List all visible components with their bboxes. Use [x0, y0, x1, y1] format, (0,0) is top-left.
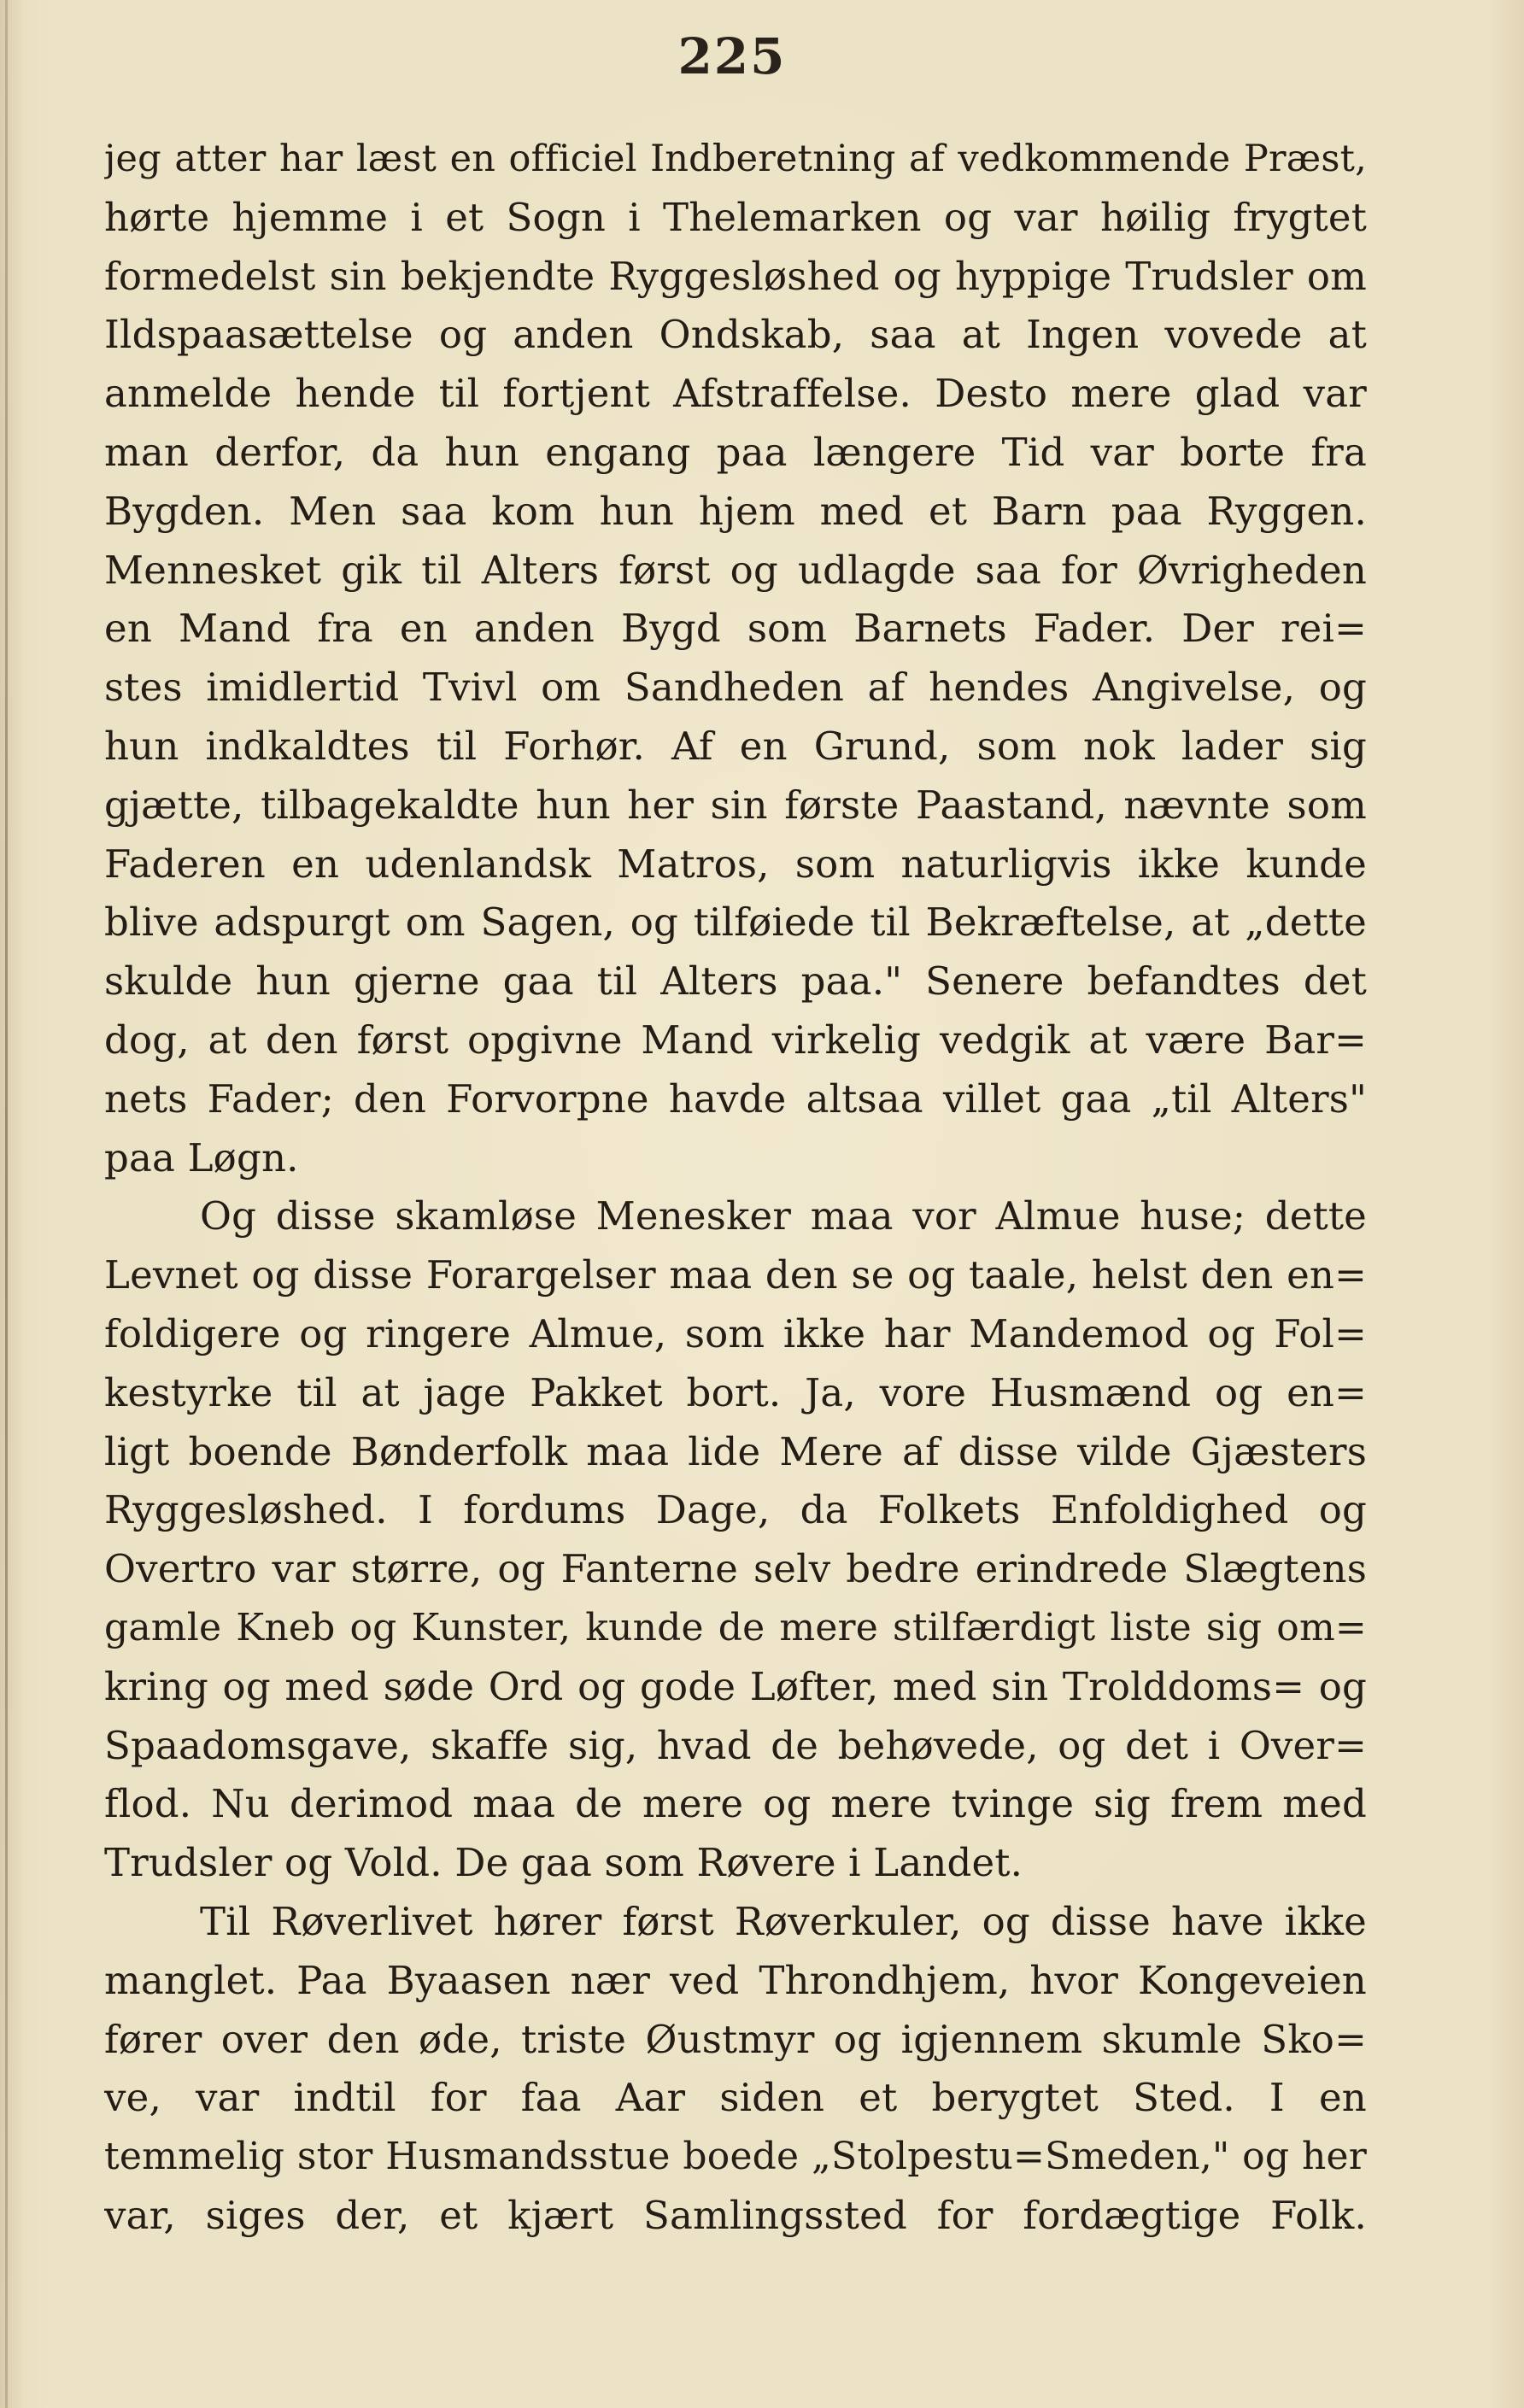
text-line: Bygden. Men saa kom hun hjem med et Barn paa Ryggen. — [104, 488, 1367, 534]
text-line: skulde hun gjerne gaa til Alters paa." Senere befandtes det — [104, 958, 1367, 1005]
text-line: Mennesket gik til Alters først og udlagde saa for Øvrigheden — [104, 547, 1367, 593]
text-line: anmelde hende til fortjent Afstraffelse. Desto mere glad var — [104, 371, 1367, 417]
text-line: fører over den øde, triste Øustmyr og igjennem skumle Sko= — [104, 2016, 1367, 2062]
text-line: Til Røverlivet hører først Røverkuler, og disse have ikke — [200, 1898, 1367, 1944]
text-line: kring og med søde Ord og gode Løfter, med sin Trolddoms= og — [104, 1663, 1367, 1709]
text-line: nets Fader; den Forvorpne havde altsaa villet gaa „til Alters" — [104, 1075, 1367, 1122]
text-line: formedelst sin bekjendte Ryggesløshed og hyppige Trudsler om — [104, 253, 1367, 299]
text-line: dog, at den først opgivne Mand virkelig vedgik at være Bar= — [104, 1017, 1367, 1063]
text-line: ve, var indtil for faa Aar siden et berygtet Sted. I en — [104, 2075, 1367, 2121]
text-line: gamle Kneb og Kunster, kunde de mere stilfærdigt liste sig om= — [104, 1605, 1367, 1649]
text-line: var, siges der, et kjært Samlingssted for fordægtige Folk. — [104, 2192, 1367, 2238]
text-line: jeg atter har læst en officiel Indberetning af vedkommende Præst, — [104, 138, 1367, 180]
text-line: Overtro var større, og Fanterne selv bedre erindrede Slægtens — [104, 1546, 1367, 1592]
text-line: temmelig stor Husmandsstue boede „Stolpestu=Smeden," og her — [104, 2135, 1367, 2179]
text-line: Levnet og disse Forargelser maa den se og taale, helst den en= — [104, 1252, 1367, 1298]
text-line: Ildspaasættelse og anden Ondskab, saa at Ingen vovede at — [104, 312, 1367, 358]
binding-edge — [5, 0, 8, 2408]
text-line: blive adspurgt om Sagen, og tilføiede til Bekræftelse, at „dette — [104, 899, 1367, 946]
text-line: gjætte, tilbagekaldte hun her sin første Paastand, nævnte som — [104, 782, 1367, 828]
text-line: ligt boende Bønderfolk maa lide Mere af disse vilde Gjæsters — [104, 1428, 1367, 1474]
text-line: flod. Nu derimod maa de mere og mere tvinge sig frem med — [104, 1781, 1367, 1827]
text-line: hun indkaldtes til Forhør. Af en Grund, som nok lader sig — [104, 723, 1367, 769]
text-line: Spaadomsgave, skaffe sig, hvad de behøvede, og det i Over= — [104, 1722, 1367, 1768]
text-line: kestyrke til at jage Pakket bort. Ja, vore Husmænd og en= — [104, 1369, 1367, 1415]
text-line: man derfor, da hun engang paa længere Tid var borte fra — [104, 429, 1367, 475]
text-line: manglet. Paa Byaasen nær ved Throndhjem, hvor Kongeveien — [104, 1957, 1367, 2003]
text-line: en Mand fra en anden Bygd som Barnets Fader. Der rei= — [104, 606, 1367, 652]
text-line: stes imidlertid Tvivl om Sandheden af hendes Angivelse, og — [104, 665, 1367, 711]
text-line: Faderen en udenlandsk Matros, som naturligvis ikke kunde — [104, 841, 1367, 887]
text-line: foldigere og ringere Almue, som ikke har Mandemod og Fol= — [104, 1310, 1367, 1356]
text-line: hørte hjemme i et Sogn i Thelemarken og var høilig frygtet — [104, 194, 1367, 240]
text-line: paa Løgn. — [104, 1134, 299, 1181]
page-number: 225 — [677, 27, 787, 85]
body-text — [104, 130, 1367, 2246]
text-line: Trudsler og Vold. De gaa som Røvere i Landet. — [104, 1840, 1023, 1886]
text-line: Og disse skamløse Menesker maa vor Almue huse; dette — [200, 1193, 1367, 1239]
text-line: Ryggesløshed. I fordums Dage, da Folkets Enfoldighed og — [104, 1487, 1367, 1533]
